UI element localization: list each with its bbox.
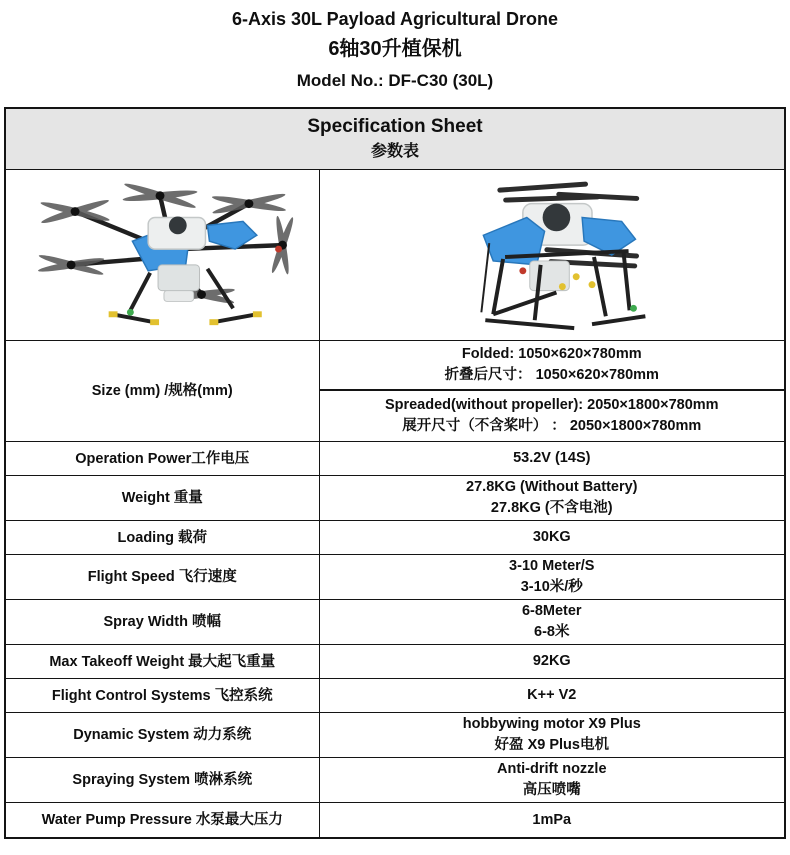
tank-cap <box>542 203 570 231</box>
drone-spread-cell <box>6 170 320 340</box>
table-row-water-pump-pressure <box>6 803 784 837</box>
row-value <box>320 442 784 475</box>
row-value <box>320 803 784 837</box>
row-label: Weight 重量 <box>6 476 320 520</box>
drone-images-row <box>6 170 784 341</box>
value-line: 30KG <box>532 529 571 545</box>
row-label: Operation Power工作电压 <box>6 442 320 475</box>
row-value <box>320 713 784 757</box>
row-label: Dynamic System 动力系统 <box>6 713 320 757</box>
title-block <box>0 0 790 96</box>
lower-box <box>164 290 194 301</box>
row-value <box>320 476 784 520</box>
value-line: K++ V2 <box>527 687 577 703</box>
model-number: Model No.: DF-C30 (30L) <box>296 71 494 90</box>
value-line: Folded: 1050×620×780mm <box>461 346 642 362</box>
sheet-title: Specification Sheet <box>307 116 483 137</box>
value-line: 27.8KG (Without Battery) <box>466 479 638 495</box>
row-label: Flight Control Systems 飞控系统 <box>6 679 320 712</box>
table-row-dynamic-system <box>6 713 784 758</box>
row-value <box>320 521 784 554</box>
value-line: 1mPa <box>532 811 572 828</box>
value-line: 折叠后尺寸： 1050×620×780mm <box>444 367 659 383</box>
table-row-spraying-system <box>6 758 784 803</box>
table-row-max-takeoff-weight <box>6 645 784 679</box>
row-label: Loading 载荷 <box>6 521 320 554</box>
page-title-zh: 6轴30升植保机 <box>328 38 462 60</box>
row-label: Spray Width 喷幅 <box>6 600 320 644</box>
table-row-operation-power <box>6 442 784 476</box>
drone-folded-image <box>443 174 661 337</box>
value-line: 6-8Meter <box>521 603 582 619</box>
antenna <box>481 243 489 312</box>
row-label: Flight Speed 飞行速度 <box>6 555 320 599</box>
value-line: 53.2V (14S) <box>513 450 591 466</box>
value-line: Anti-drift nozzle <box>496 761 607 777</box>
value-line: 展开尺寸（不含桨叶） ： 2050×1800×780mm <box>402 418 702 434</box>
battery-box <box>158 264 199 290</box>
sheet-title-zh: 参数表 <box>370 143 419 160</box>
value-line: 6-8米 <box>534 624 570 640</box>
value-line: 92KG <box>532 653 571 669</box>
row-label: Water Pump Pressure 水泵最大压力 <box>6 803 320 837</box>
table-row-flight-control <box>6 679 784 713</box>
row-value <box>320 555 784 599</box>
table-row-spray-width <box>6 600 784 645</box>
table-row-size <box>6 341 784 442</box>
row-value <box>320 679 784 712</box>
spec-table <box>4 107 786 839</box>
value-line: 高压喷嘴 <box>522 782 581 798</box>
size-values <box>320 341 784 441</box>
drone-spread-image <box>12 174 312 337</box>
value-line: Spreaded(without propeller): 2050×1800×780mm <box>384 397 719 413</box>
page-title: 6-Axis 30L Payload Agricultural Drone <box>231 9 559 29</box>
size-folded-cell <box>320 341 784 391</box>
table-row-flight-speed <box>6 555 784 600</box>
row-value <box>320 600 784 644</box>
value-line: hobbywing motor X9 Plus <box>462 716 641 732</box>
tank-cap <box>169 216 187 234</box>
row-label: Max Takeoff Weight 最大起飞重量 <box>6 645 320 678</box>
value-line: 3-10 Meter/S <box>509 558 595 574</box>
table-row-weight <box>6 476 784 521</box>
row-label: Size (mm) /规格(mm) <box>6 341 320 441</box>
row-value <box>320 645 784 678</box>
row-label: Spraying System 喷淋系统 <box>6 758 320 802</box>
value-line: 3-10米/秒 <box>520 579 583 595</box>
sheet-header <box>6 109 784 170</box>
table-row-loading <box>6 521 784 555</box>
size-spreaded-cell <box>320 391 784 441</box>
value-line: 27.8KG (不含电池) <box>490 500 613 516</box>
value-line: 好盈 X9 Plus电机 <box>494 737 609 753</box>
row-value <box>320 758 784 802</box>
drone-folded-cell <box>320 170 784 340</box>
